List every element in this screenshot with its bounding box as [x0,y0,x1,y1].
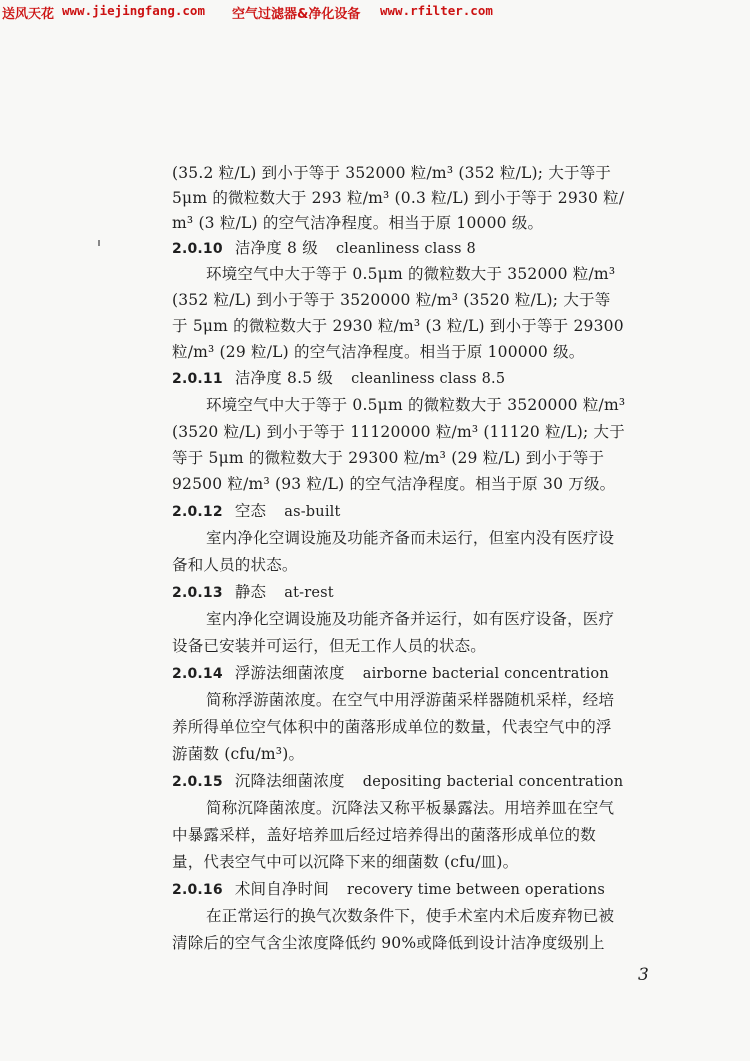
text-line: 环境空气中大于等于 0.5μm 的微粒数大于 3520000 粒/m³ [206,396,626,414]
entry-number: 2.0.10 [172,241,223,257]
header-url-left[interactable]: www.jiejingfang.com [62,3,205,18]
text-line: 游菌数 (cfu/m³)。 [172,745,305,763]
text-line: m³ (3 粒/L) 的空气洁净程度。相当于原 10000 级。 [172,214,544,232]
text-line: 中暴露采样，盖好培养皿后经过培养得出的菌落形成单位的数 [172,826,596,844]
entry-title-en: cleanliness class 8 [335,241,476,257]
text-line: (352 粒/L) 到小于等于 3520000 粒/m³ (3520 粒/L); 大于等 [172,291,611,309]
entry-heading [172,661,609,683]
entry-title-en: airborne bacterial concentration [362,666,609,682]
entry-title-zh: 术间自净时间 [234,880,330,898]
entry-title-zh: 洁净度 8.5 级 [234,369,334,387]
text-line: 92500 粒/m³ (93 粒/L) 的空气洁净程度。相当于原 30 万级。 [172,475,616,493]
text-line: 室内净化空调设施及功能齐备而未运行，但室内没有医疗设 [206,529,615,547]
entry-title-en: at-rest [284,585,334,601]
text-line: 备和人员的状态。 [172,556,298,574]
entry-number: 2.0.12 [172,504,223,520]
entry-number: 2.0.13 [172,585,223,601]
entry-heading [172,580,334,602]
header-url-right[interactable]: www.rfilter.com [380,3,493,18]
entry-heading [172,769,623,791]
text-line: 清除后的空气含尘浓度降低约 90%或降低到设计洁净度级别上 [172,934,605,952]
entry-heading [172,877,605,899]
entry-number: 2.0.14 [172,666,223,682]
entry-title-zh: 洁净度 8 级 [234,239,318,257]
text-line: (3520 粒/L) 到小于等于 11120000 粒/m³ (11120 粒/L); 大于 [172,423,625,441]
entry-heading [172,499,341,521]
text-line: 养所得单位空气体积中的菌落形成单位的数量，代表空气中的浮 [172,718,612,736]
entry-title-en: recovery time between operations [347,882,606,898]
entry-heading [172,236,476,258]
entry-number: 2.0.15 [172,774,223,790]
entry-title-zh: 空态 [234,502,267,520]
entry-title-zh: 浮游法细菌浓度 [234,664,345,682]
entry-title-zh: 沉降法细菌浓度 [234,772,345,790]
text-line: 粒/m³ (29 粒/L) 的空气洁净程度。相当于原 100000 级。 [172,343,585,361]
text-line: 简称浮游菌浓度。在空气中用浮游菌采样器随机采样，经培 [206,691,615,709]
entry-heading [172,366,505,388]
text-line: (35.2 粒/L) 到小于等于 352000 粒/m³ (352 粒/L); 大于等于 [172,164,612,182]
text-line: 环境空气中大于等于 0.5μm 的微粒数大于 352000 粒/m³ [206,265,616,283]
text-line: 量，代表空气中可以沉降下来的细菌数 (cfu/皿)。 [172,853,519,871]
text-line: 等于 5μm 的微粒数大于 29300 粒/m³ (29 粒/L) 到小于等于 [172,449,605,467]
text-line: 在正常运行的换气次数条件下，使手术室内术后废弃物已被 [206,907,615,925]
entry-title-en: depositing bacterial concentration [362,774,624,790]
text-line: 简称沉降菌浓度。沉降法又称平板暴露法。用培养皿在空气 [206,799,615,817]
page-number: 3 [638,965,649,985]
watermark-header [0,0,750,22]
entry-title-en: as-built [284,504,341,520]
text-line: 5μm 的微粒数大于 293 粒/m³ (0.3 粒/L) 到小于等于 2930 粒/ [172,189,625,207]
margin-mark [98,240,100,246]
entry-number: 2.0.16 [172,882,223,898]
header-site-name-right: 空气过滤器&净化设备 [232,7,361,22]
header-site-name-left: 送风天花 [2,7,55,22]
text-line: 室内净化空调设施及功能齐备并运行，如有医疗设备，医疗 [206,610,615,628]
text-line: 于 5μm 的微粒数大于 2930 粒/m³ (3 粒/L) 到小于等于 29300 [172,317,624,335]
entry-title-zh: 静态 [234,583,267,601]
entry-title-en: cleanliness class 8.5 [351,371,506,387]
entry-number: 2.0.11 [172,371,223,387]
text-line: 设备已安装并可运行，但无工作人员的状态。 [172,637,487,655]
